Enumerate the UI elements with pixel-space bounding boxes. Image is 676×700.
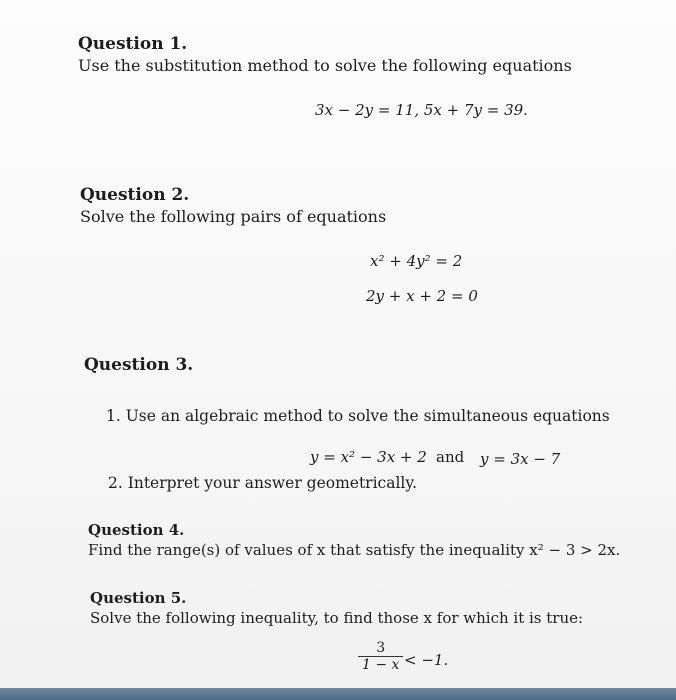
question-5-numerator: 3 [358,640,403,657]
question-3-and: and [436,448,465,466]
question-1-title: Question 1. [78,34,188,54]
question-5 [90,589,583,627]
question-3-equation-2: y = 3x − 7 [480,450,561,468]
question-2 [80,185,386,226]
question-5-denominator: 1 − x [362,657,400,673]
question-4-title: Question 4. [88,521,185,539]
question-5-fraction [358,640,403,673]
question-1-equation: 3x − 2y = 11, 5x + 7y = 39. [315,101,528,119]
question-5-title: Question 5. [90,589,187,607]
question-1-text: Use the substitution method to solve the following equations [78,56,572,75]
question-3-item-2: 2. Interpret your answer geometrically. [108,474,418,492]
question-3-item-1: 1. Use an algebraic method to solve the simultaneous equations [106,407,610,425]
question-4-text: Find the range(s) of values of x that satisfy the inequality x² − 3 > 2x. [88,541,621,559]
question-2-title: Question 2. [80,185,190,205]
question-2-equation-2: 2y + x + 2 = 0 [366,287,478,305]
question-3 [84,355,193,375]
question-5-text: Solve the following inequality, to find those x for which it is true: [90,609,584,627]
question-2-equation-1: x² + 4y² = 2 [370,252,463,270]
question-1 [78,34,572,75]
question-2-text: Solve the following pairs of equations [80,207,387,226]
question-3-title: Question 3. [84,355,194,375]
question-3-equation-1: y = x² − 3x + 2 [310,448,427,466]
bottom-edge-bar [0,688,676,700]
question-4 [88,521,620,559]
question-5-rhs: < −1. [404,651,449,669]
